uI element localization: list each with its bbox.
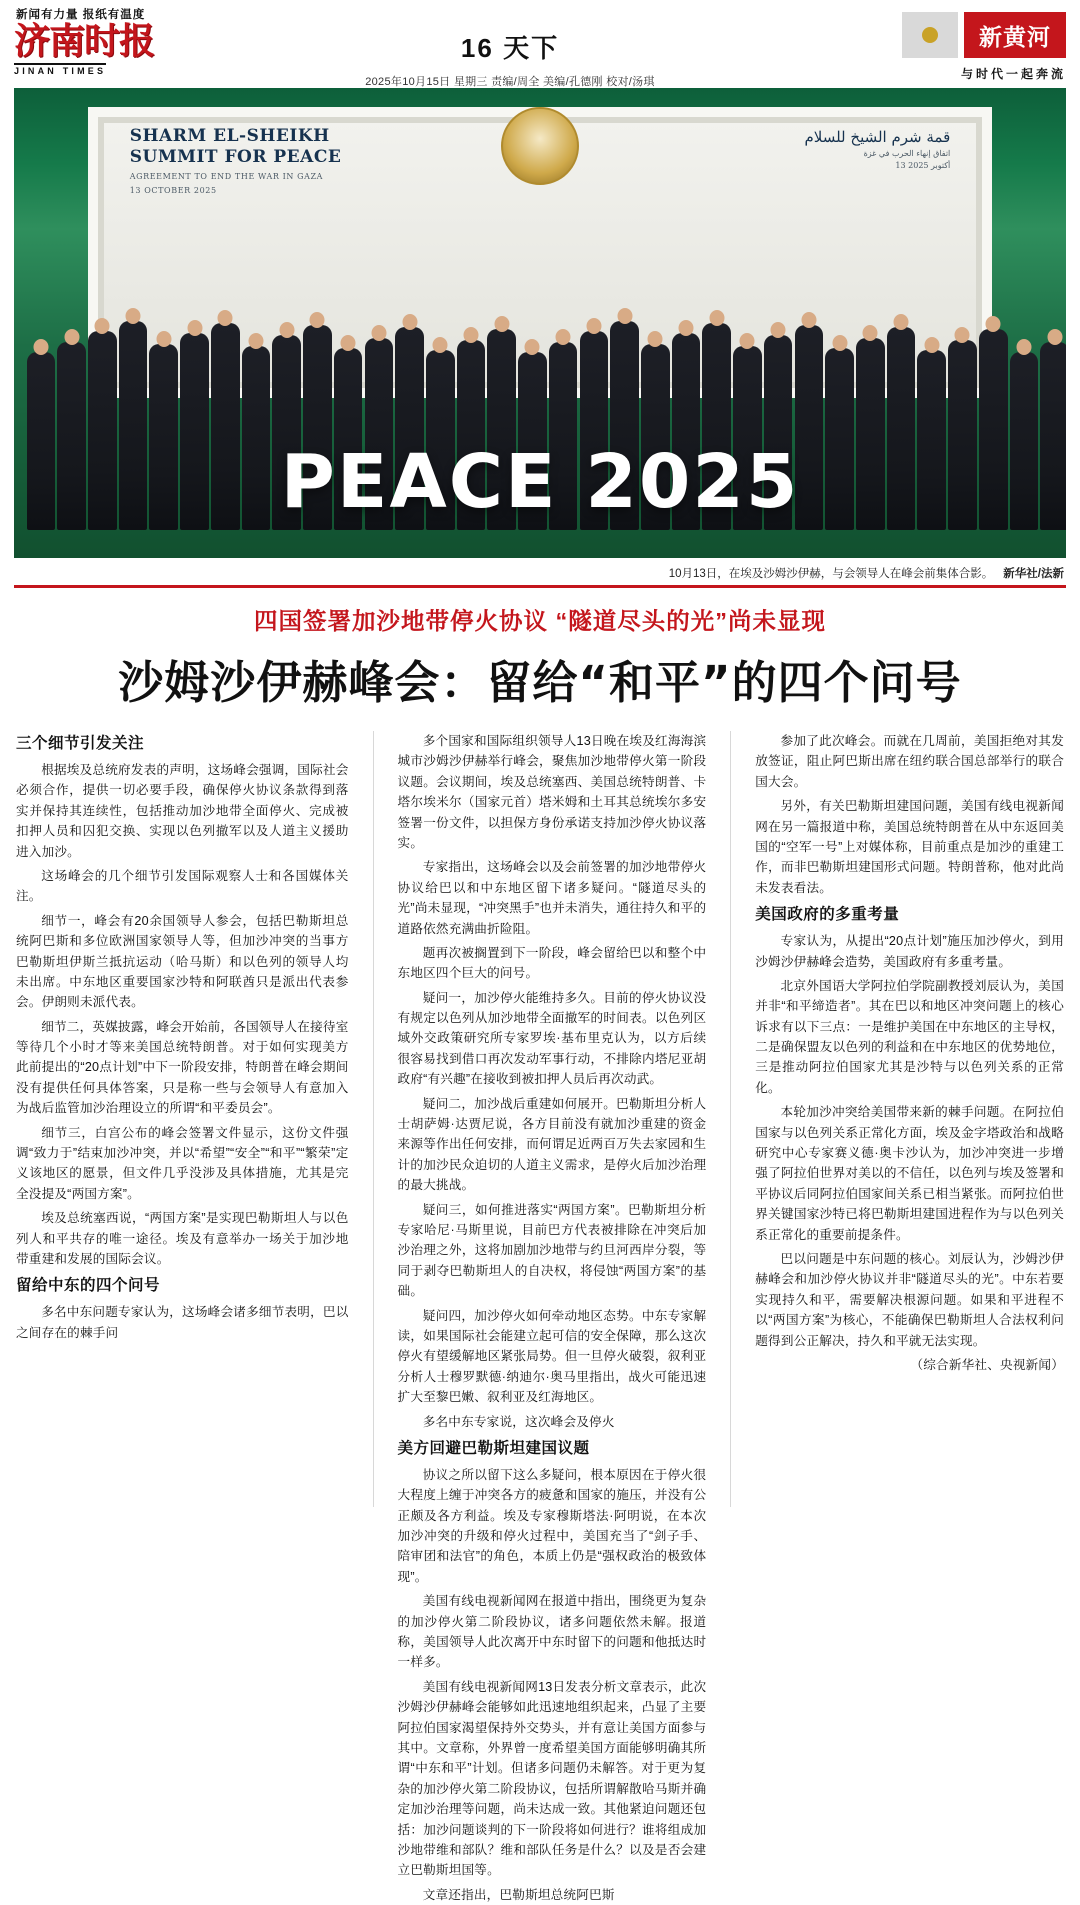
article-paragraph: 疑问一，加沙停火能维持多久。目前的停火协议没有规定以色列从加沙地带全面撤军的时间表。以色列区域外交政策研究所专家罗埃·基布里克认为，以方后续很容易找到借口再次发动军事行动，不排除内塔尼亚胡政府“有兴趣”在接收到被扣押人员后再次动武。 [397, 990, 707, 1087]
leader-silhouette [979, 329, 1008, 530]
main-headline: 沙姆沙伊赫峰会：留给“和平”的四个问号 [118, 656, 962, 709]
article-column-2 [373, 731, 707, 1902]
stage-arabic-line2: اتفاق إنهاء الحرب في غزة [863, 149, 951, 159]
article-paragraph: 疑问三，如何推进落实“两国方案”。巴勒斯坦分析专家哈尼·马斯里说，目前巴方代表被排除在冲突后加沙治理之外，这将加剧加沙地带与约旦河西岸分裂，等同于剥夺巴勒斯坦人的自决权，将侵蚀“两国方案”的基础。 [397, 1202, 707, 1299]
lead-photo [14, 88, 1066, 558]
leader-silhouette [825, 348, 854, 530]
article-paragraph: 细节一，峰会有20余国领导人参会，包括巴勒斯坦总统阿巴斯和多位欧洲国家领导人等，但加沙冲突的当事方巴勒斯坦伊斯兰抵抗运动（哈马斯）和以色列的领导人均未出席。中东地区重要国家沙特和阿联酋只是派出代表参会。伊朗则未派代表。 [16, 913, 349, 1010]
article-paragraph: 根据埃及总统府发表的声明，这场峰会强调，国际社会必须合作，提供一切必要手段，确保停火协议条款得到落实并保持其连续性，包括推动加沙地带全面停火、完成被扣押人员和囚犯交换、实现以色列撤军以及人道主义援助进入加沙。 [16, 763, 349, 859]
leader-silhouette [180, 333, 209, 529]
article-paragraph: 专家认为，从提出“20点计划”施压加沙停火，到用沙姆沙伊赫峰会造势，美国政府有多重考量。 [755, 934, 1064, 969]
leader-silhouette [856, 338, 885, 530]
leader-silhouette [27, 352, 56, 530]
stage-title [130, 126, 342, 197]
photo-caption: 10月13日，在埃及沙姆沙伊赫，与会领导人在峰会前集体合影。 [668, 568, 994, 580]
article-paragraph: 巴以问题是中东问题的核心。刘辰认为，沙姆沙伊赫峰会和加沙停火协议并非“隧道尽头的光”。中东若要实现持久和平，需要解决根源问题。如果和平进程不以“两国方案”为核心，不能确保巴勒斯坦人合法权利问题得到公正解决，持久和平就无法实现。 [755, 1251, 1064, 1348]
article-paragraph: 专家指出，这场峰会以及会前签署的加沙地带停火协议给巴以和中东地区留下诸多疑问。“隧道尽头的光”尚未显现，“冲突黑手”也并未消失，通往持久和平的道路依然充满曲折险阻。 [397, 860, 707, 936]
paper-slogan: 新闻有力量 报纸有温度 [16, 9, 146, 21]
leader-silhouette [88, 331, 117, 530]
stage-arabic-date: 13 أكتوبر 2025 [895, 161, 951, 171]
article-paragraph: 本轮加沙冲突给美国带来新的棘手问题。在阿拉伯国家与以色列关系正常化方面，埃及金字塔政治和战略研究中心专家赛义德·奥卡沙认为，加沙冲突进一步增强了阿拉伯世界对美以的不信任，以色列与埃及签署和平协议后同阿拉伯国家间关系已相当紧张。而阿拉伯世界关键国家沙特已将巴勒斯坦建国进程作为与以色列关系正常化的重要前提条件。 [755, 1105, 1064, 1242]
leader-silhouette [57, 342, 86, 530]
partner-logo[interactable]: 新黄河 [964, 12, 1066, 58]
issue-meta: 2025年10月15日 星期三 责编/周全 美编/孔德刚 校对/汤琪 [365, 76, 655, 88]
section-heading: 美国政府的多重考量 [755, 906, 900, 924]
leader-silhouette [917, 350, 946, 530]
section-heading: 三个细节引发关注 [16, 735, 145, 752]
article-paragraph: 协议之所以留下这么多疑问，根本原因在于停火很大程度上缠于冲突各方的疲惫和国家的施压，并没有公正颇及各方利益。埃及专家穆斯塔法·阿明说，在本次加沙冲突的升级和停火过程中，美国充当了“剑子手、陪审团和法官”的角色，本质上仍是“强权政治的极致体现”。 [397, 1467, 707, 1584]
page-title: 16 天下 [460, 33, 560, 63]
article-paragraph: 埃及总统塞西说，“两国方案”是实现巴勒斯坦人与以色列人和平共存的唯一途径。埃及有意举办一场关于加沙地带重建和发展的国际会议。 [16, 1211, 349, 1266]
article-paragraph: 题再次被搁置到下一阶段，峰会留给巴以和整个中东地区四个巨大的问号。 [397, 945, 707, 981]
article-paragraph: 多名中东专家说，这次峰会及停火 [422, 1414, 615, 1429]
article-column-1 [16, 731, 349, 1507]
leader-silhouette [948, 340, 977, 530]
leader-silhouette [211, 323, 240, 530]
article-paragraph: 参加了此次峰会。而就在几周前，美国拒绝对其发放签证，阻止阿巴斯出席在纽约联合国总部举行的联合国大会。 [755, 734, 1064, 789]
stage-arabic-line1: قمة شرم الشيخ للسلام [804, 127, 951, 146]
stage-date: 13 OCTOBER 2025 [129, 186, 217, 196]
leader-silhouette [149, 344, 178, 530]
article-paragraph: 多个国家和国际组织领导人13日晚在埃及红海海滨城市沙姆沙伊赫举行峰会，聚焦加沙地带停火第一阶段议题。会议期间，埃及总统塞西、美国总统特朗普、卡塔尔埃米尔（国家元首）塔米姆和土耳其总统埃尔多安签署一份文件，以担保方身份承诺支持加沙停火协议落实。 [397, 734, 707, 850]
lead-photo-block [14, 88, 1066, 585]
article-paragraph: 美国有线电视新闻网13日发表分析文章表示，此次沙姆沙伊赫峰会能够如此迅速地组织起来，凸显了主要阿拉伯国家渴望保持外交势头，并有意让美国方面参与其中。文章称，外界曾一度希望美国方面能够明确其所谓“中东和平”计划。但诸多问题仍未解答。对于更为复杂的加沙停火第二阶段协议，包括所谓解散哈马斯并确定加沙治理等问题，尚未达成一致。其他紧迫问题还包括：加沙问题谈判的下一阶段将如何进行？谁将组成加沙地带维和部队？维和部队任务是什么？以及是否会建立巴勒斯坦国等。 [397, 1679, 707, 1878]
paper-name-en: JINAN TIMES [14, 63, 106, 76]
section-heading: 美方回避巴勒斯坦建国议题 [397, 1439, 590, 1457]
article-paragraph: 疑问四，加沙停火如何牵动地区态势。中东专家解读，如果国际社会能建立起可信的安全保障，那么这次停火有望缓解地区紧张局势。但一旦停火破裂，叙利亚分析人士穆罗默德·纳迪尔·奥马里指出，战火可能迅速扩大至黎巴嫩、叙利亚及红海地区。 [397, 1308, 707, 1405]
article-column-3 [730, 731, 1064, 1507]
article-paragraph: 文章还指出，巴勒斯坦总统阿巴斯 [422, 1887, 615, 1902]
leader-silhouette [119, 321, 148, 530]
article-paragraph: 美国有线电视新闻网在报道中指出，围绕更为复杂的加沙停火第二阶段协议，诸多问题依然未解。报道称，美国领导人此次离开中东时留下的问题和他抵达时一样多。 [397, 1594, 707, 1670]
partner-slogan: 与时代一起奔流 [960, 67, 1066, 81]
leader-silhouette [1040, 342, 1066, 530]
article-signature: （综合新华社、央视新闻） [910, 1357, 1064, 1372]
article-paragraph: 细节二，英媒披露，峰会开始前，各国领导人在接待室等待几个小时才等来美国总统特朗普。对于如何实现美方此前提出的“20点计划”中下一阶段安排，特朗普在峰会期间没有提供任何具体答案，只是称一些与会领导人有意加入为战后监管加沙治理设立的所谓“和平委员会”。 [16, 1019, 349, 1116]
qr-code-icon[interactable] [902, 12, 958, 58]
stage-arabic-title [804, 126, 950, 173]
stage-title-line1: SHARM EL-SHEIKH [129, 125, 330, 146]
article-paragraph: 另外，有关巴勒斯坦建国问题，美国有线电视新闻网在另一篇报道中称，美国总统特朗普在从中东返回美国的“空军一号”上对媒体称，目前重点是加沙的重建工作，而非巴勒斯坦建国形式问题。特朗普称，他对此尚未发表看法。 [755, 799, 1064, 895]
stage-title-line2: SUMMIT FOR PEACE [129, 146, 342, 167]
paper-name: 济南时报 [14, 20, 155, 62]
section-header [184, 6, 836, 89]
peace-sign-text: PEACE 2025 [280, 439, 800, 526]
article-paragraph: 多名中东问题专家认为，这场峰会诸多细节表明，巴以之间存在的棘手问 [16, 1305, 349, 1340]
article-columns [0, 717, 1080, 1902]
masthead [0, 0, 1080, 88]
summit-emblem-icon [501, 107, 579, 185]
leader-silhouette [1010, 352, 1039, 530]
stage-subtitle: AGREEMENT TO END THE WAR IN GAZA [129, 172, 324, 182]
paper-logo[interactable] [14, 6, 184, 79]
leader-silhouette [887, 327, 916, 530]
article-paragraph: 这场峰会的几个细节引发国际观察人士和各国媒体关注。 [16, 868, 349, 904]
photo-caption-row [14, 558, 1066, 585]
kicker-headline: 四国签署加沙地带停火协议 “隧道尽头的光”尚未显现 [253, 608, 827, 634]
masthead-right [836, 6, 1066, 82]
headline-block [0, 588, 1080, 717]
article-paragraph: 疑问二，加沙战后重建如何展开。巴勒斯坦分析人士胡萨姆·达贾尼说，各方目前没有就加沙重建的资金来源等作出任何安排，而何谓足近两百万失去家园和生计的加沙民众迫切的人道主义需求，是停火后加沙治理的最大挑战。 [397, 1096, 707, 1193]
section-heading: 留给中东的四个问号 [16, 1277, 161, 1295]
leader-silhouette [242, 346, 271, 530]
photo-credit: 新华社/法新 [1003, 568, 1064, 580]
article-paragraph: 北京外国语大学阿拉伯学院副教授刘辰认为，美国并非“和平缔造者”。其在巴以和地区冲突问题上的核心诉求有以下三点：一是维护美国在中东地区的主导权，二是确保盟友以色列的利益和在中东地区的优势地位，三是推动阿拉伯国家尤其是沙特与以色列关系的正常化。 [755, 978, 1064, 1095]
article-paragraph: 细节三，白宫公布的峰会签署文件显示，这份文件强调“致力于”结束加沙冲突，并以“希望”“安全”“和平”“繁荣”定义该地区的愿景，但文件几乎没涉及具体措施，尤其是完全没提及“两国方案”。 [16, 1125, 349, 1201]
